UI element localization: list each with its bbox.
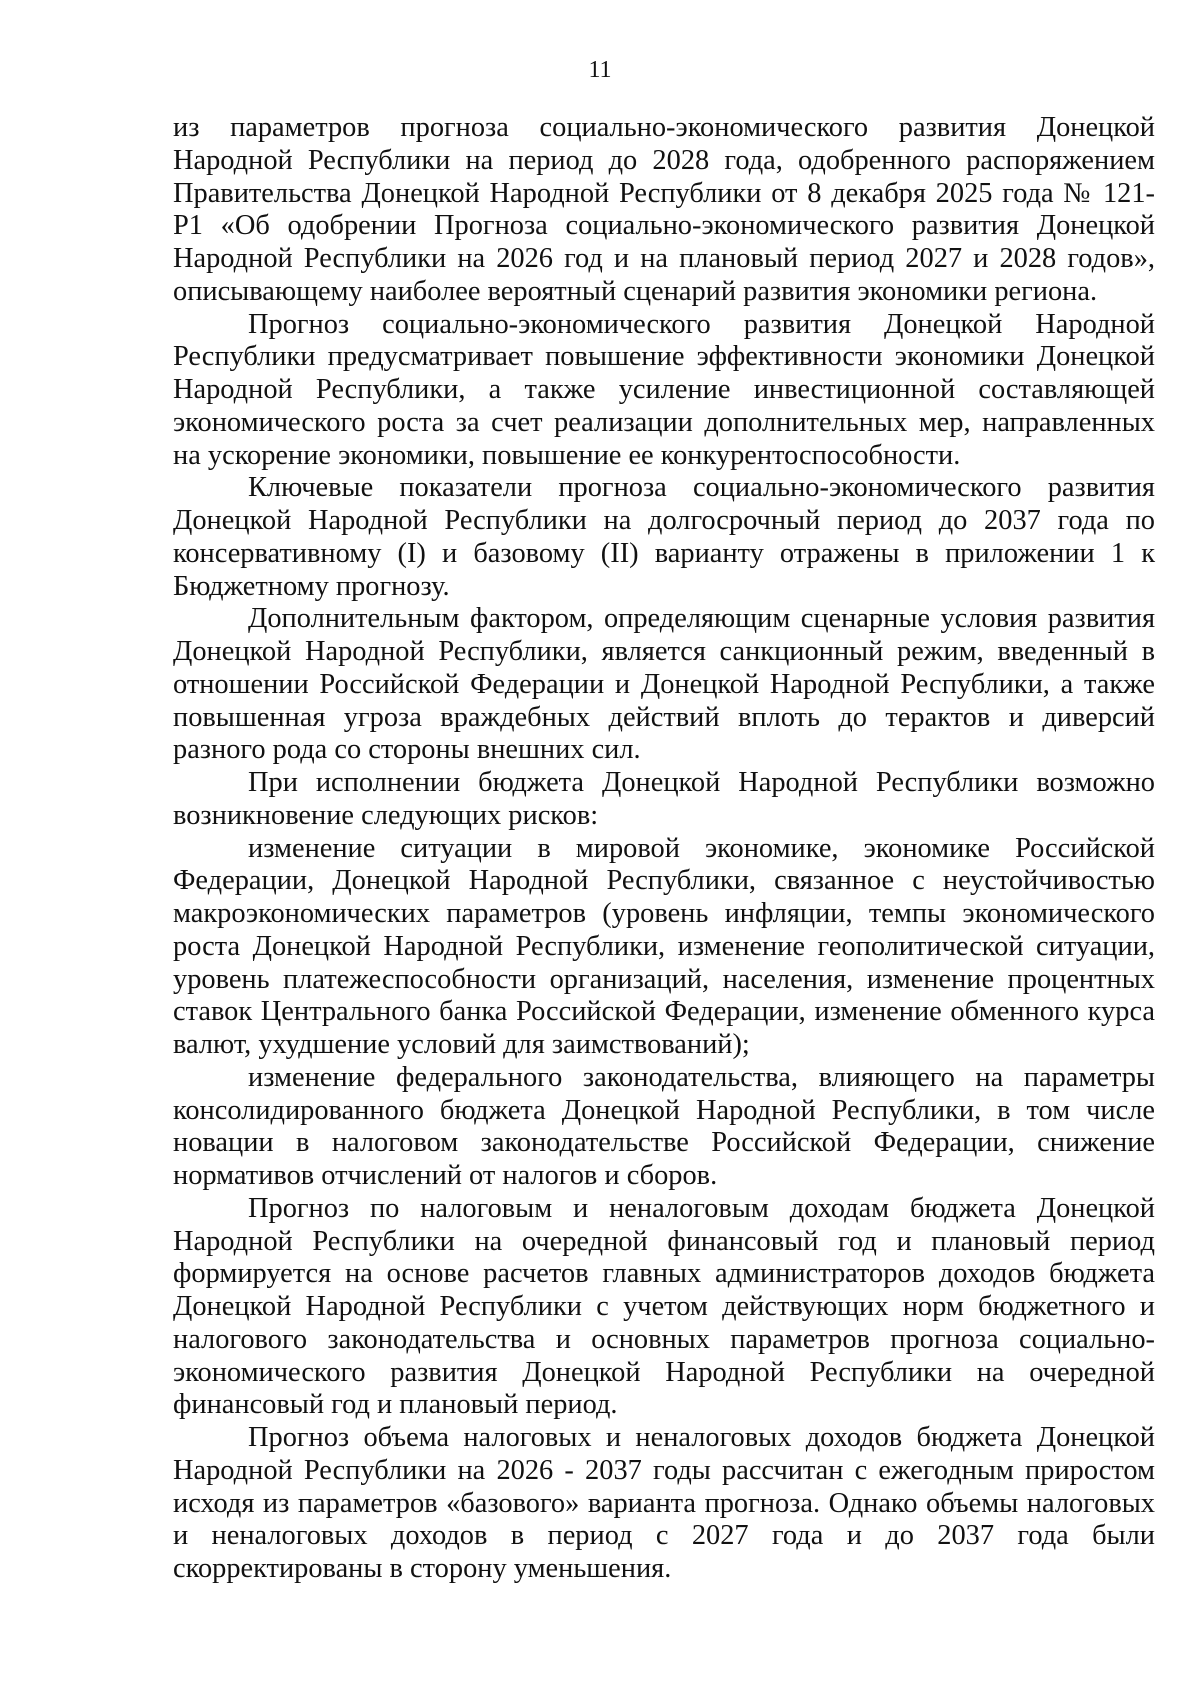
paragraph-sanctions-factor: Дополнительным фактором, определяющим сценарные условия развития Донецкой Народной Республики, является санкционный режим, введенный в отношении Российской Федерации и Донецкой Народной Республики, а также повышенная угроза враждебных действий вплоть до терактов и диверсий разного рода со стороны внешних сил.: [173, 603, 1155, 766]
paragraph-revenue-volume-forecast: Прогноз объема налоговых и неналоговых доходов бюджета Донецкой Народной Республики на 2026 - 2037 годы рассчитан с ежегодным приростом исходя из параметров «базового» варианта прогноза. Однако объемы налоговых и неналоговых доходов в период с 2027 года и до 2037 года были скорректированы в сторону уменьшения.: [173, 1422, 1155, 1584]
paragraph-risk-economy: изменение ситуации в мировой экономике, экономике Российской Федерации, Донецкой Народной Республики, связанное с неустойчивостью макроэкономических параметров (уровень инфляции, темпы экономического роста Донецкой Народной Республики, изменение геополитической ситуации, уровень платежеспособности организаций, населения, изменение процентных ставок Центрального банка Российской Федерации, изменение обменного курса валют, ухудшение условий для заимствований);: [173, 832, 1155, 1060]
document-body: [173, 112, 1155, 1586]
paragraph-continuation: из параметров прогноза социально-экономического развития Донецкой Народной Республики на период до 2028 года, одобренного распоряжением Правительства Донецкой Народной Республики от 8 декабря 2025 года № 121-Р1 «Об одобрении Прогноза социально-экономического развития Донецкой Народной Республики на 2026 год и на плановый период 2027 и 2028 годов», описывающему наиболее вероятный сценарий развития экономики региона.: [173, 112, 1155, 307]
paragraph-forecast-efficiency: Прогноз социально-экономического развития Донецкой Народной Республики предусматривает повышение эффективности экономики Донецкой Народной Республики, а также усиление инвестиционной составляющей экономического роста за счет реализации дополнительных мер, направленных на ускорение экономики, повышение ее конкурентоспособности.: [173, 308, 1155, 471]
paragraph-revenue-forecast-method: Прогноз по налоговым и неналоговым доходам бюджета Донецкой Народной Республики на очередной финансовый год и плановый период формируется на основе расчетов главных администраторов доходов бюджета Донецкой Народной Республики с учетом действующих норм бюджетного и налогового законодательства и основных параметров прогноза социально-экономического развития Донецкой Народной Республики на очередной финансовый год и плановый период.: [173, 1192, 1155, 1421]
page-number: 11: [588, 57, 612, 83]
paragraph-risk-legislation: изменение федерального законодательства, влияющего на параметры консолидированного бюджета Донецкой Народной Республики, в том числе новации в налоговом законодательстве Российской Федерации, снижение нормативов отчислений от налогов и сборов.: [173, 1061, 1155, 1191]
paragraph-risks-intro: При исполнении бюджета Донецкой Народной Республики возможно возникновение следующих рисков:: [173, 767, 1155, 831]
paragraph-key-indicators: Ключевые показатели прогноза социально-экономического развития Донецкой Народной Республики на долгосрочный период до 2037 года по консервативному (I) и базовому (II) варианту отражены в приложении 1 к Бюджетному прогнозу.: [173, 472, 1155, 602]
